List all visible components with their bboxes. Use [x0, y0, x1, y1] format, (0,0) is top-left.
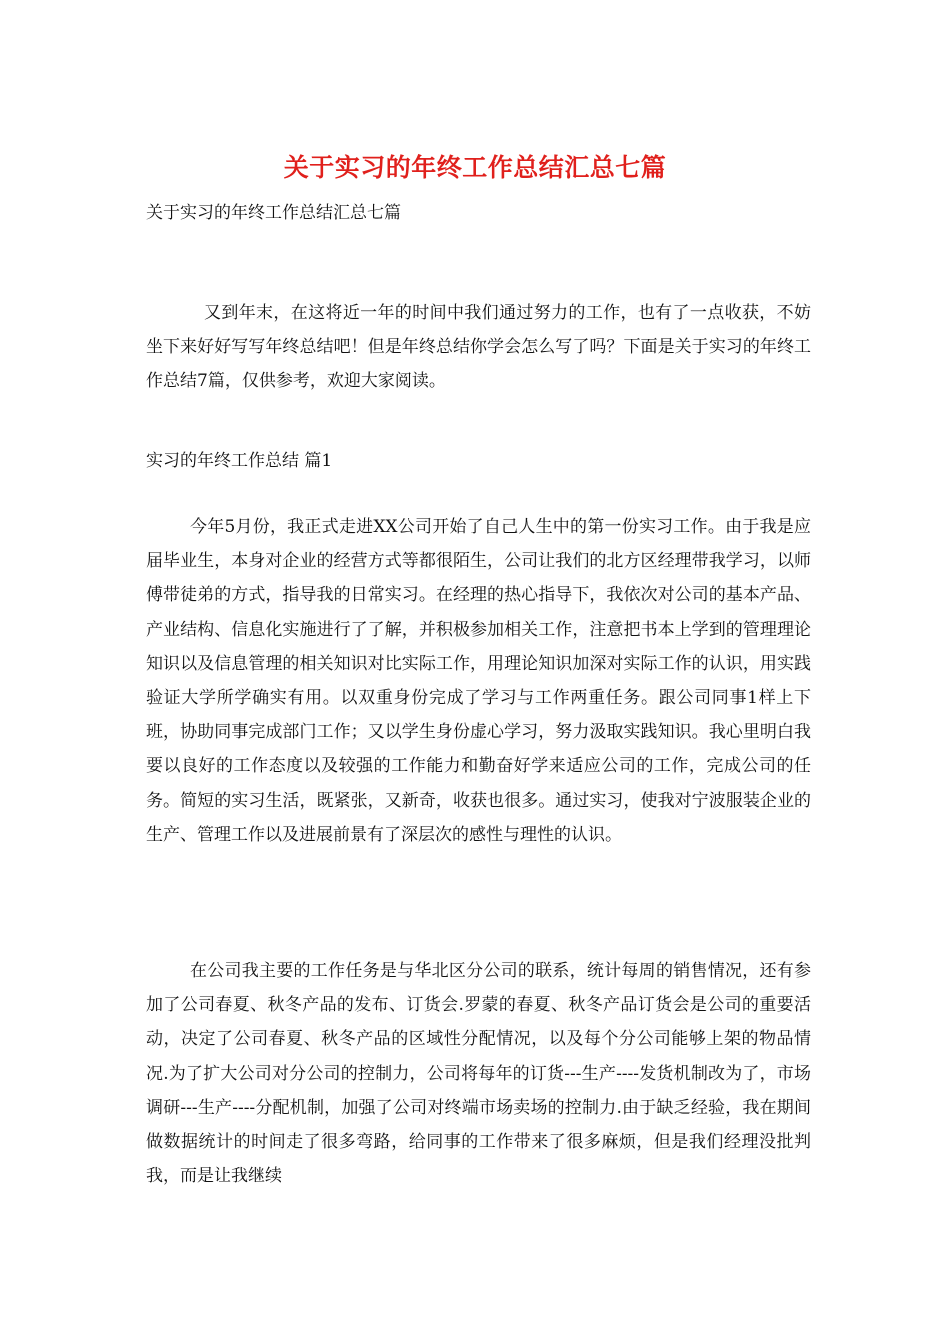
document-title: 关于实习的年终工作总结汇总七篇 — [283, 153, 667, 182]
body-paragraph-1: 今年5月份，我正式走进XX公司开始了自己人生中的第一份实习工作。由于我是应届毕业生，本身对企业的经营方式等都很陌生，公司让我们的北方区经理带我学习，以师傅带徒弟的方式，指导我的日常实习。在经理的热心指导下，我依次对公司的基本产品、产业结构、信息化实施进行了了解，并积极参加相关工作，注意把书本上学到的管理理论知识以及信息管理的相关知识对比实际工作，用理论知识加深对实际工作的认识，用实践验证大学所学确实有用。以双重身份完成了学习与工作两重任务。跟公司同事1样上下班，协助同事完成部门工作；又以学生身份虚心学习，努力汲取实践知识。我心里明白我要以良好的工作态度以及较强的工作能力和勤奋好学来适应公司的工作，完成公司的任务。简短的实习生活，既紧张，又新奇，收获也很多。通过实习，使我对宁波服装企业的生产、管理工作以及进展前景有了深层次的感性与理性的认识。 — [146, 517, 811, 845]
document-subtitle: 关于实习的年终工作总结汇总七篇 — [146, 203, 401, 223]
section-heading: 实习的年终工作总结 篇1 — [146, 451, 333, 471]
intro-paragraph: 又到年末，在这将近一年的时间中我们通过努力的工作，也有了一点收获，不妨坐下来好好写写年终总结吧！但是年终总结你学会怎么写了吗？下面是关于实习的年终工作总结7篇，仅供参考，欢迎大家阅读。 — [146, 303, 811, 392]
body-paragraph-2: 在公司我主要的工作任务是与华北区分公司的联系，统计每周的销售情况，还有参加了公司春夏、秋冬产品的发布、订货会.罗蒙的春夏、秋冬产品订货会是公司的重要活动，决定了公司春夏、秋冬产品的区域性分配情况，以及每个分公司能够上架的物品情况.为了扩大公司对分公司的控制力，公司将每年的订货---生产----发货机制改为了，市场调研---生产----分配机制，加强了公司对终端市场卖场的控制力.由于缺乏经验，我在期间做数据统计的时间走了很多弯路，给同事的工作带来了很多麻烦，但是我们经理没批判我，而是让我继续 — [146, 961, 811, 1187]
